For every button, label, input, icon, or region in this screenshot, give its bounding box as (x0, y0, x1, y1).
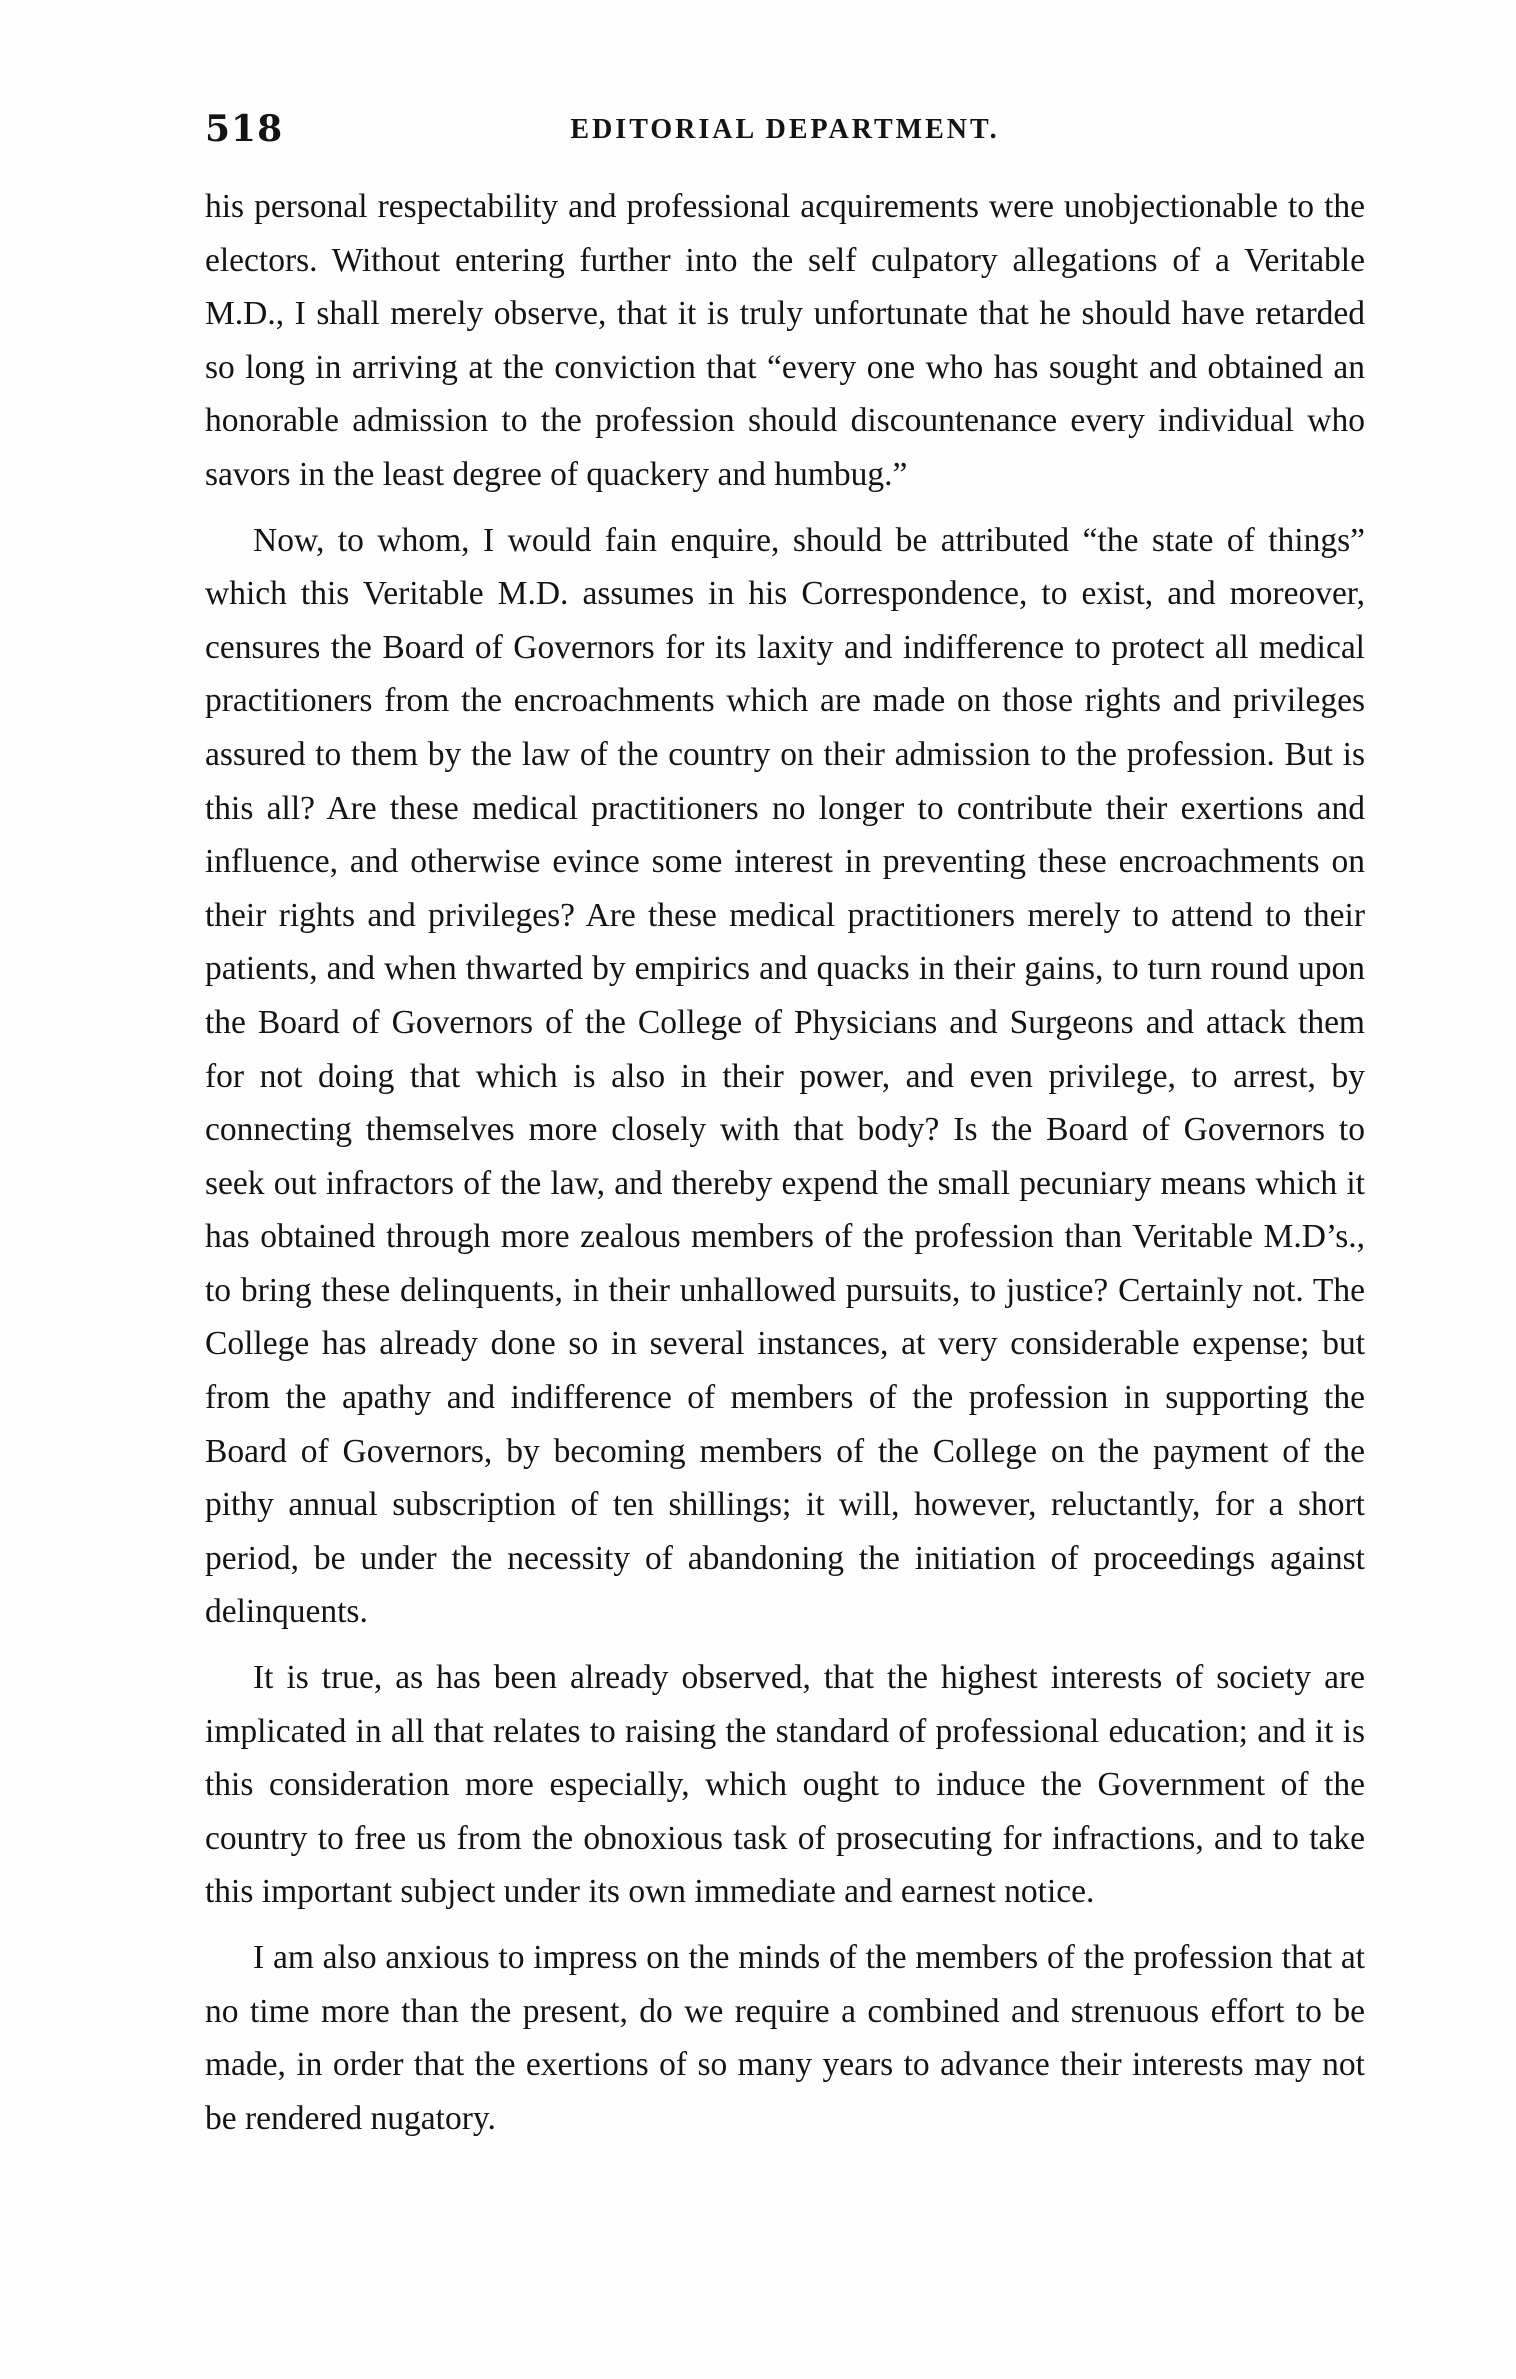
paragraph: I am also anxious to impress on the minds of the members of the profession that at no time more than the present, do we require a combined and strenuous effort to be made, in order that the exertions of so many years to advance their interests may not be rendered nugatory. (205, 1939, 1365, 2137)
paragraph: It is true, as has been already observed, that the highest interests of society are implicated in all that relates to raising the standard of professional education; and it is this consideration more especially, which ought to induce the Government of the country to free us from the obnoxious task of prosecuting for infractions, and to take this important subject under its own immediate and earnest notice. (205, 1659, 1365, 1911)
article-body (205, 180, 1365, 2145)
page-number: 518 (205, 108, 284, 150)
section-title: EDITORIAL DEPARTMENT. (570, 114, 1000, 145)
paragraph: Now, to whom, I would fain enquire, should be attributed “the state of things” which this Veritable M.D. assumes in his Correspondence, to exist, and moreover, censures the Board of Governors for its laxity and indifference to protect all medical practitioners from the encroachments which are made on those rights and privileges assured to them by the law of the country on their admission to the profession. But is this all? Are these medical practitioners no longer to contribute their exertions and influence, and otherwise evince some interest in preventing these encroachments on their rights and privileges? Are these medical practitioners merely to attend to their patients, and when thwarted by empirics and quacks in their gains, to turn round upon the Board of Governors of the College of Physicians and Surgeons and attack them for not doing that which is also in their power, and even privilege, to arrest, by connecting themselves more closely with that body? Is the Board of Governors to seek out infractors of the law, and thereby expend the small pecuniary means which it has obtained through more zealous members of the profession than Veritable M.D’s., to bring these delinquents, in their unhallowed pursuits, to justice? Certainly not. The College has already done so in several instances, at very considerable expense; but from the apathy and indifference of members of the profession in supporting the Board of Governors, by becoming members of the College on the payment of the pithy annual subscription of ten shillings; it will, however, reluctantly, for a short period, be under the necessity of abandoning the initiation of proceedings against delinquents. (205, 521, 1365, 1631)
running-head (205, 108, 1365, 158)
paragraph-continuation: his personal respectability and professional acquirements were unobjectionable to the electors. Without entering further into the self culpatory allegations of a Veritable M.D., I shall merely observe, that it is truly unfortunate that he should have retarded so long in arriving at the conviction that “every one who has sought and obtained an honorable admission to the profession should discountenance every individual who savors in the least degree of quackery and humbug.” (205, 188, 1365, 493)
